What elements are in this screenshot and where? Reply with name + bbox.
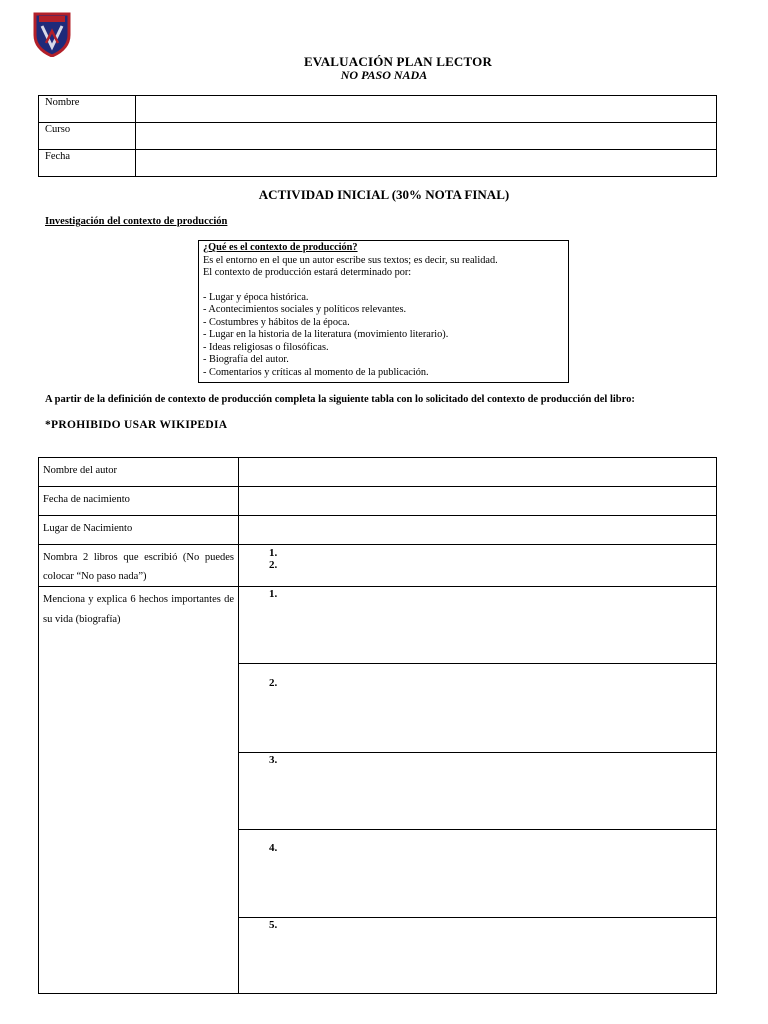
birth-place-field[interactable] xyxy=(239,516,717,545)
activity-title: ACTIVIDAD INICIAL (30% NOTA FINAL) xyxy=(258,187,510,202)
list-item: - Ideas religiosas o filosóficas. xyxy=(203,341,329,353)
name-label: Nombre xyxy=(39,96,136,123)
list-item: - Biografía del autor. xyxy=(203,354,289,365)
definition-line: El contexto de producción estará determinado por: xyxy=(203,267,412,278)
list-item: - Comentarios y críticas al momento de la publicación. xyxy=(203,366,429,378)
course-field[interactable] xyxy=(136,123,717,150)
book-number-1: 1. xyxy=(269,547,278,559)
definition-box xyxy=(198,240,569,383)
list-item: - Lugar en la historia de la literatura (movimiento literario). xyxy=(203,329,449,340)
warning-text: *PROHIBIDO USAR WIKIPEDIA xyxy=(45,419,228,431)
instruction-text: A partir de la definición de contexto de producción completa la siguiente tabla con lo solicitado del contexto de producción del libro: xyxy=(45,394,635,405)
definition-line: Es el entorno en el que un autor escribe sus textos; es decir, su realidad. xyxy=(203,254,498,266)
table-row xyxy=(39,96,717,123)
table-row xyxy=(39,516,717,545)
fact-field-5[interactable]: 5. xyxy=(239,918,717,994)
book-number-2: 2. xyxy=(269,559,278,571)
document-subtitle: NO PASO NADA xyxy=(340,68,428,82)
table-row xyxy=(39,487,717,516)
table-row xyxy=(39,545,717,587)
document-title: EVALUACIÓN PLAN LECTOR xyxy=(303,54,493,69)
list-item: - Costumbres y hábitos de la época. xyxy=(203,316,350,328)
fact-field-3[interactable]: 3. xyxy=(239,753,717,830)
birth-date-field[interactable] xyxy=(239,487,717,516)
facts-label: Menciona y explica 6 hechos importantes de su vida (biografía) xyxy=(39,587,239,994)
author-context-table xyxy=(38,457,717,994)
section-heading: Investigación del contexto de producción xyxy=(45,216,228,227)
date-field[interactable] xyxy=(136,150,717,177)
student-info-table xyxy=(38,95,717,177)
fact-field-4[interactable]: 4. xyxy=(239,830,717,918)
definition-question: ¿Qué es el contexto de producción? xyxy=(203,242,358,253)
author-name-field[interactable] xyxy=(239,458,717,487)
books-field[interactable] xyxy=(239,545,717,587)
list-item: - Acontecimientos sociales y políticos relevantes. xyxy=(203,304,407,315)
author-name-label: Nombre del autor xyxy=(39,458,239,487)
birth-date-label: Fecha de nacimiento xyxy=(39,487,239,516)
fact-field-2[interactable]: 2. xyxy=(239,664,717,753)
table-row xyxy=(39,150,717,177)
table-row xyxy=(39,123,717,150)
books-label: Nombra 2 libros que escribió (No puedes colocar “No paso nada”) xyxy=(39,545,239,587)
table-row xyxy=(39,587,717,664)
table-row xyxy=(39,458,717,487)
school-crest-logo xyxy=(33,11,71,57)
name-field[interactable] xyxy=(136,96,717,123)
date-label: Fecha xyxy=(39,150,136,177)
list-item: - Lugar y época histórica. xyxy=(203,291,309,303)
fact-field-1[interactable]: 1. xyxy=(239,587,717,664)
birth-place-label: Lugar de Nacimiento xyxy=(39,516,239,545)
course-label: Curso xyxy=(39,123,136,150)
